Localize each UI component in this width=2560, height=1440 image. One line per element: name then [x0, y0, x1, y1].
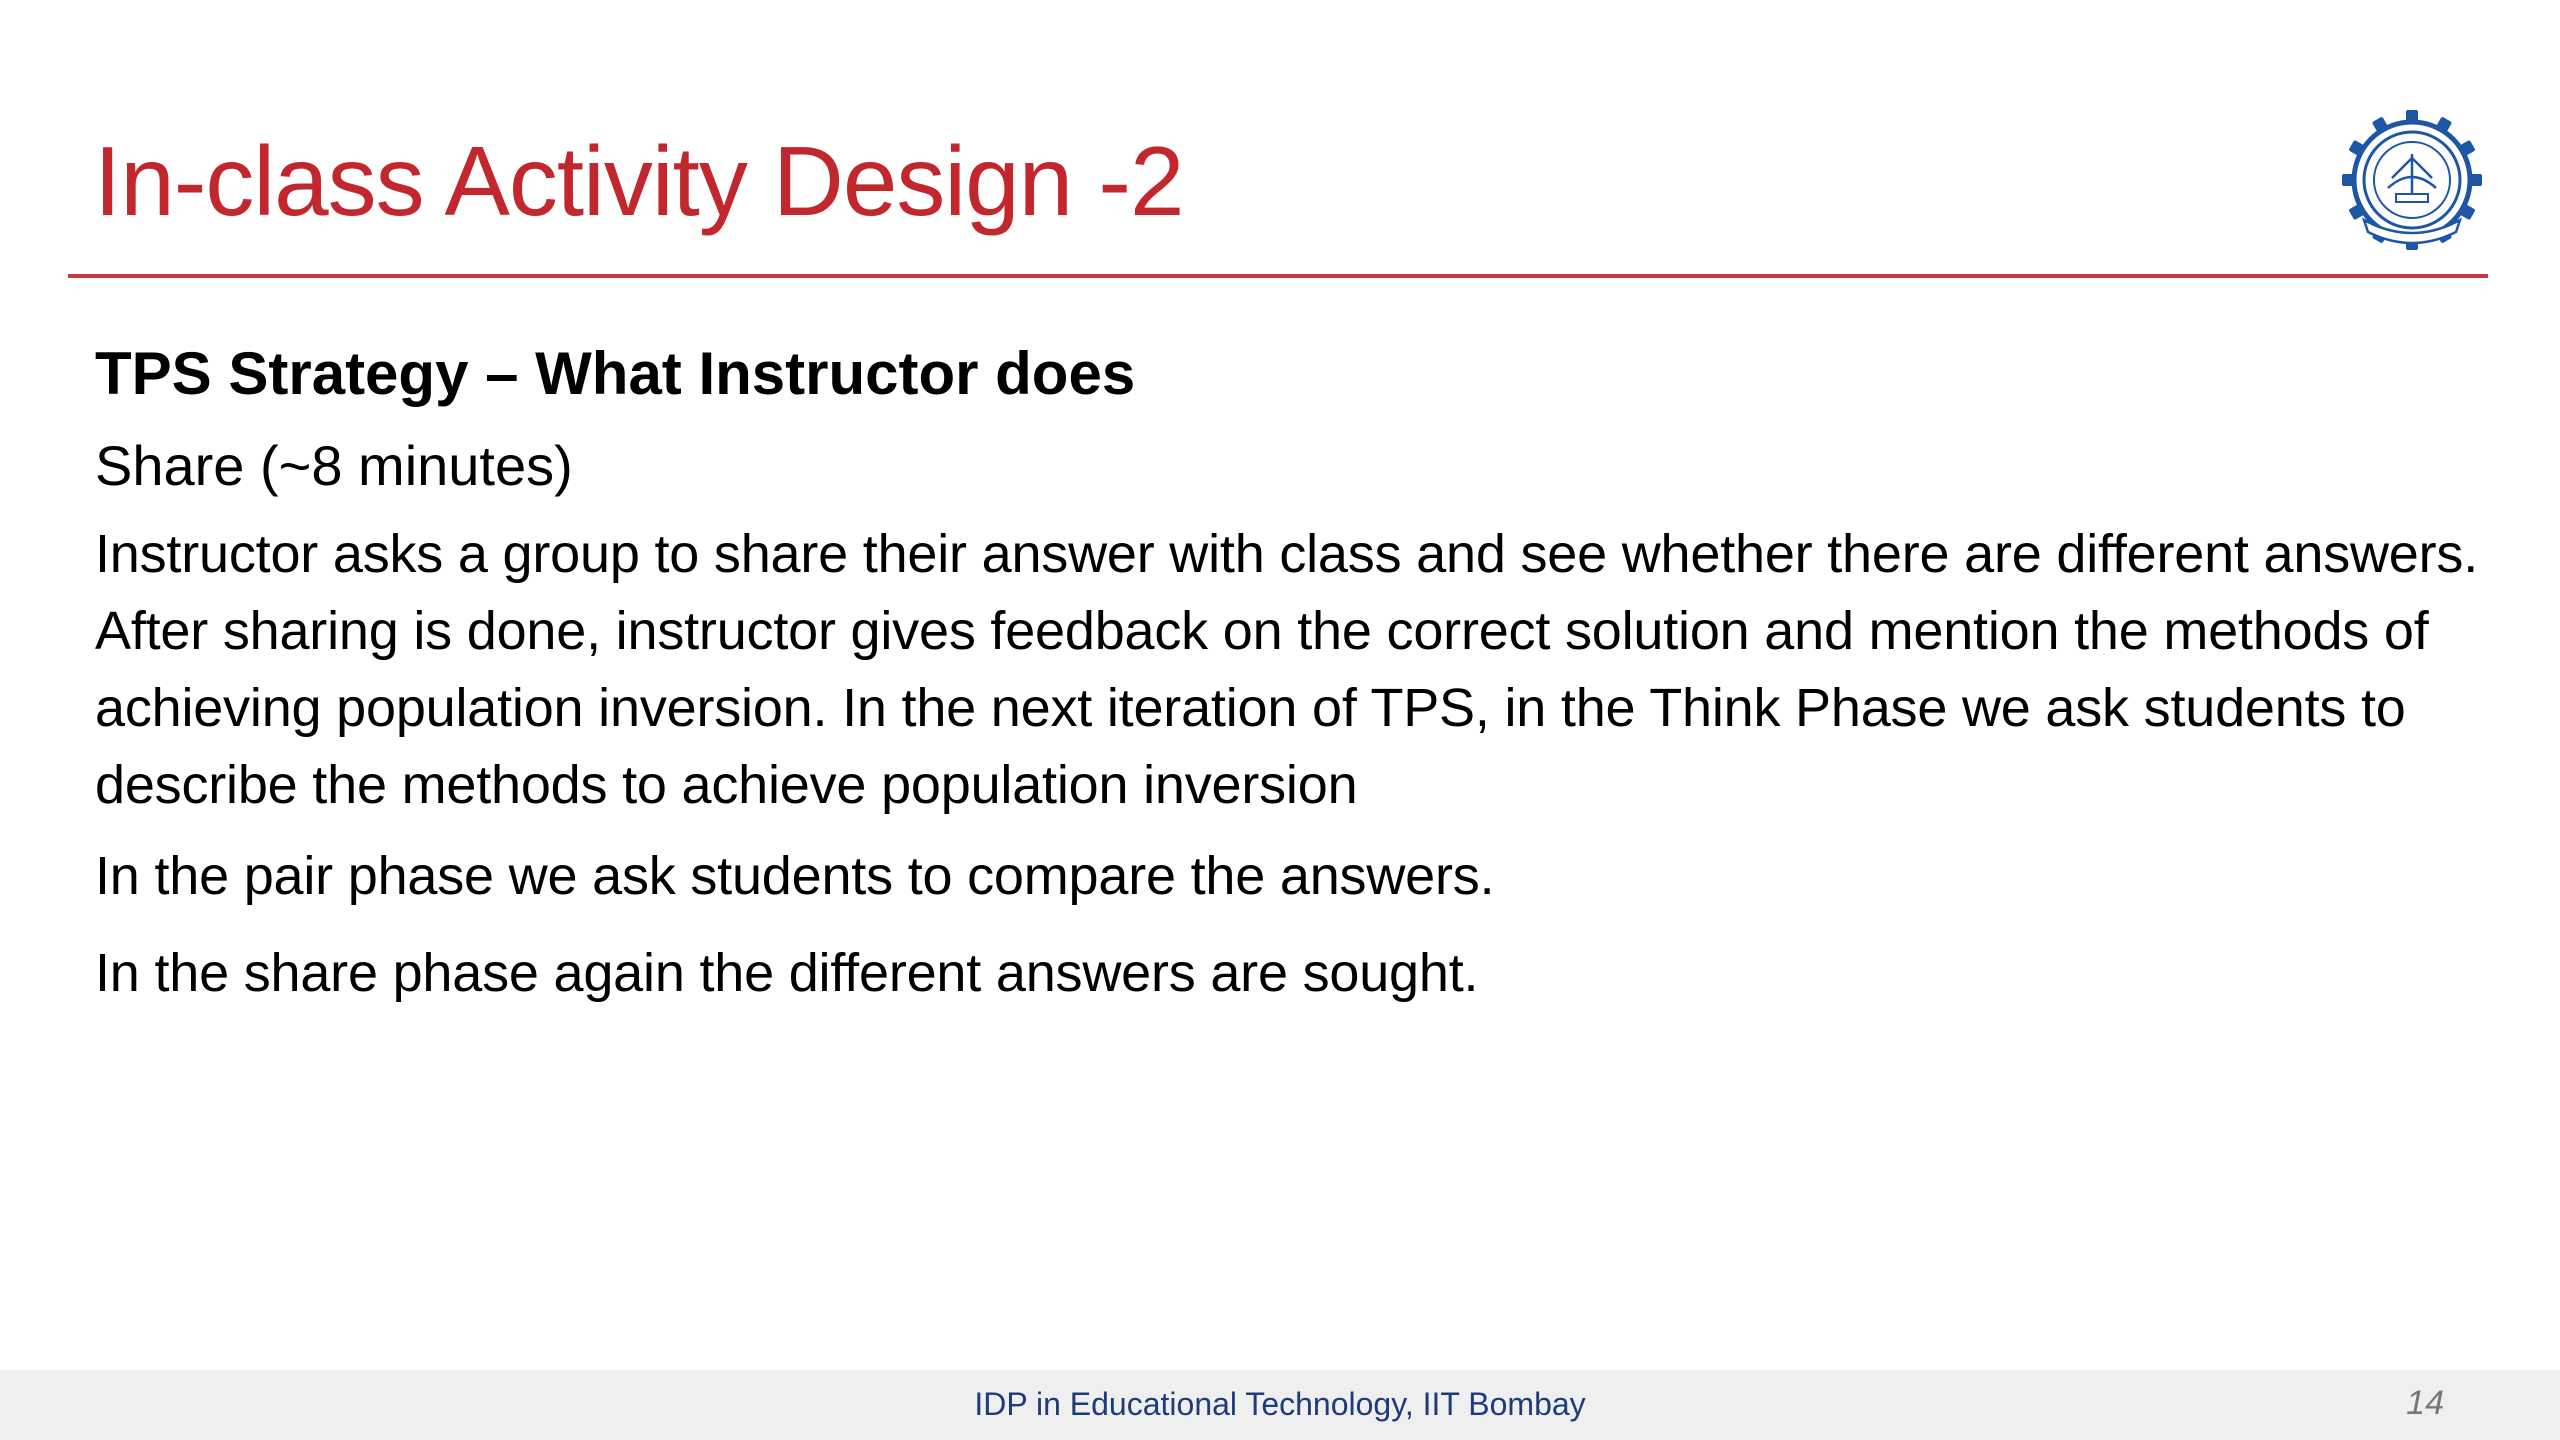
- title-divider: [68, 274, 2488, 278]
- slide-title: In-class Activity Design -2: [94, 126, 1184, 236]
- section-heading: TPS Strategy – What Instructor does: [95, 340, 1136, 407]
- body-paragraph: In the share phase again the different answers are sought.: [95, 943, 1479, 1003]
- phase-label: Share (~8 minutes): [95, 434, 573, 497]
- footer-text: IDP in Educational Technology, IIT Bombay: [974, 1386, 1586, 1422]
- slide-body: [95, 334, 2485, 1032]
- body-paragraph: In the pair phase we ask students to compare the answers.: [95, 846, 1495, 906]
- slide-footer: [0, 1370, 2560, 1440]
- body-paragraph: Instructor asks a group to share their answer with class and see whether there are different answers. After sharing is done, instructor gives feedback on the correct solution and mention the methods of achieving population inversion. In the next iteration of TPS, in the Think Phase we ask students to describe the methods to achieve population inversion: [95, 524, 2479, 815]
- iit-bombay-logo-icon: [2340, 108, 2484, 252]
- page-number: 14: [2406, 1384, 2444, 1422]
